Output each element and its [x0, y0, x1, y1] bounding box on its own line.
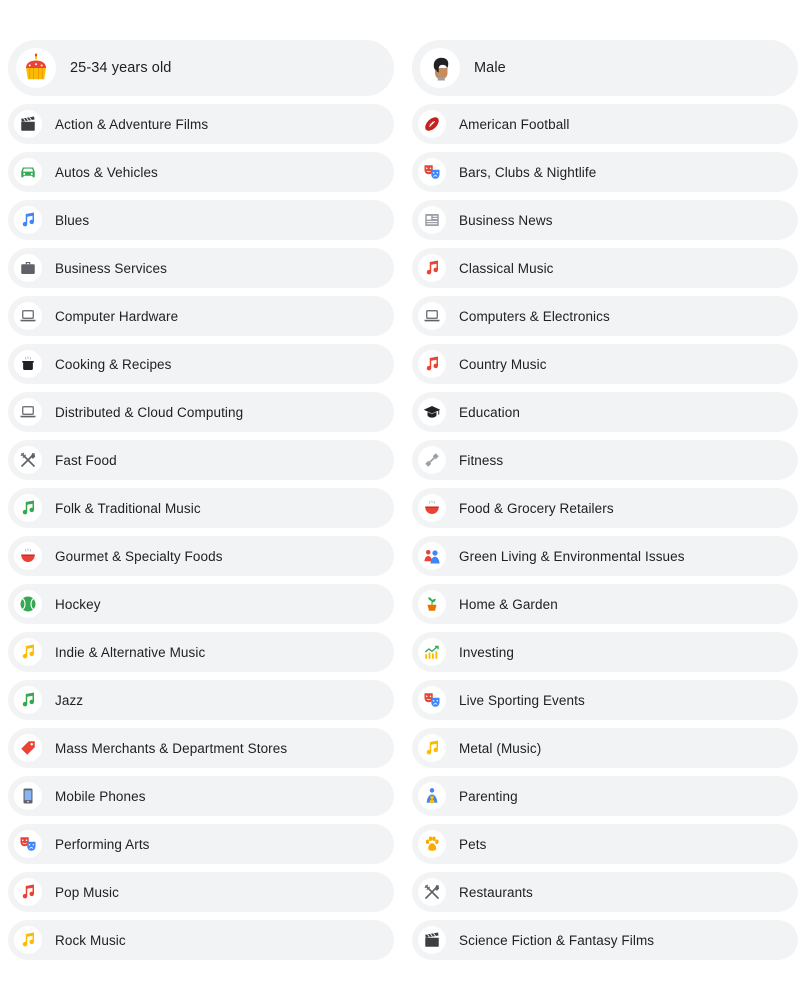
fork-knife-icon [418, 878, 446, 906]
music-note-icon [14, 926, 42, 954]
music-note-icon [418, 734, 446, 762]
chip-label: Education [459, 404, 520, 420]
chip-label: Computer Hardware [55, 308, 179, 324]
music-note-icon [14, 686, 42, 714]
chip-label: Parenting [459, 788, 518, 804]
clapperboard-icon [418, 926, 446, 954]
interest-chip-science-fiction-and-fantasy-films [412, 920, 798, 960]
interest-chip-business-services [8, 248, 394, 288]
chip-label: Hockey [55, 596, 101, 612]
music-note-icon [418, 254, 446, 282]
interest-chip-pop-music [8, 872, 394, 912]
soup-bowl-icon [418, 494, 446, 522]
growth-chart-icon [418, 638, 446, 666]
chip-label: Gourmet & Specialty Foods [55, 548, 223, 564]
interest-chip-education [412, 392, 798, 432]
interest-chip-bars-clubs-and-nightlife [412, 152, 798, 192]
mobile-phone-icon [14, 782, 42, 810]
interest-chip-folk-and-traditional-music [8, 488, 394, 528]
interest-chip-autos-and-vehicles [8, 152, 394, 192]
clapperboard-icon [14, 110, 42, 138]
chip-label: Pets [459, 836, 487, 852]
interest-chip-metal-music [412, 728, 798, 768]
graduation-cap-icon [418, 398, 446, 426]
right-interests-column [412, 40, 798, 968]
chip-label: 25-34 years old [70, 60, 172, 76]
laptop-icon [14, 398, 42, 426]
chip-label: Folk & Traditional Music [55, 500, 201, 516]
interest-chip-cooking-and-recipes [8, 344, 394, 384]
chip-label: Performing Arts [55, 836, 150, 852]
chip-label: Mass Merchants & Department Stores [55, 740, 288, 756]
dumbbell-icon [418, 446, 446, 474]
interest-chip-computers-and-electronics [412, 296, 798, 336]
audience-chip-male [412, 40, 798, 96]
interest-chip-american-football [412, 104, 798, 144]
male-avatar-icon [420, 48, 460, 88]
interest-chip-mobile-phones [8, 776, 394, 816]
interest-chip-blues [8, 200, 394, 240]
interest-chip-pets [412, 824, 798, 864]
music-note-icon [14, 878, 42, 906]
interest-chip-live-sporting-events [412, 680, 798, 720]
interest-chip-computer-hardware [8, 296, 394, 336]
laptop-icon [418, 302, 446, 330]
chip-label: Country Music [459, 356, 547, 372]
fork-knife-icon [14, 446, 42, 474]
chip-label: Food & Grocery Retailers [459, 500, 614, 516]
audience-chip-25-34-years-old [8, 40, 394, 96]
chip-label: Restaurants [459, 884, 533, 900]
laptop-icon [14, 302, 42, 330]
interest-chip-performing-arts [8, 824, 394, 864]
music-note-icon [418, 350, 446, 378]
music-note-icon [14, 638, 42, 666]
chip-label: Metal (Music) [459, 740, 542, 756]
chip-label: Autos & Vehicles [55, 164, 158, 180]
car-icon [14, 158, 42, 186]
birthday-cake-icon [16, 48, 56, 88]
price-tag-icon [14, 734, 42, 762]
theater-masks-icon [14, 830, 42, 858]
chip-label: Distributed & Cloud Computing [55, 404, 244, 420]
interest-chip-food-and-grocery-retailers [412, 488, 798, 528]
chip-label: Fast Food [55, 452, 117, 468]
chip-label: Computers & Electronics [459, 308, 610, 324]
newspaper-icon [418, 206, 446, 234]
chip-label: American Football [459, 116, 570, 132]
chip-label: Male [474, 60, 506, 76]
chip-label: Science Fiction & Fantasy Films [459, 932, 655, 948]
chip-label: Pop Music [55, 884, 119, 900]
chip-label: Green Living & Environmental Issues [459, 548, 685, 564]
chip-label: Indie & Alternative Music [55, 644, 206, 660]
chip-label: Classical Music [459, 260, 554, 276]
chip-label: Cooking & Recipes [55, 356, 172, 372]
theater-masks-icon [418, 686, 446, 714]
interest-chip-jazz [8, 680, 394, 720]
interest-chip-parenting [412, 776, 798, 816]
interest-chip-fast-food [8, 440, 394, 480]
chip-label: Live Sporting Events [459, 692, 585, 708]
potted-plant-icon [418, 590, 446, 618]
chip-label: Investing [459, 644, 514, 660]
music-note-icon [14, 206, 42, 234]
chip-label: Rock Music [55, 932, 126, 948]
chip-label: Business Services [55, 260, 167, 276]
american-football-icon [418, 110, 446, 138]
interest-chip-country-music [412, 344, 798, 384]
left-interests-column [8, 40, 394, 968]
interest-chip-distributed-and-cloud-computing [8, 392, 394, 432]
interest-chip-rock-music [8, 920, 394, 960]
paw-print-icon [418, 830, 446, 858]
cooking-pot-icon [14, 350, 42, 378]
interest-chip-fitness [412, 440, 798, 480]
interest-chip-mass-merchants-and-department-stores [8, 728, 394, 768]
chip-label: Action & Adventure Films [55, 116, 209, 132]
interest-chip-business-news [412, 200, 798, 240]
parent-child-icon [418, 782, 446, 810]
interest-chip-hockey [8, 584, 394, 624]
sports-ball-icon [14, 590, 42, 618]
chip-label: Bars, Clubs & Nightlife [459, 164, 597, 180]
interest-chip-action-and-adventure-films [8, 104, 394, 144]
chip-label: Fitness [459, 452, 504, 468]
chip-label: Jazz [55, 692, 84, 708]
music-note-icon [14, 494, 42, 522]
chip-label: Business News [459, 212, 553, 228]
interest-chip-restaurants [412, 872, 798, 912]
chip-label: Mobile Phones [55, 788, 146, 804]
briefcase-icon [14, 254, 42, 282]
theater-masks-icon [418, 158, 446, 186]
interest-chip-green-living-and-environmental-issues [412, 536, 798, 576]
soup-bowl-icon [14, 542, 42, 570]
interest-chip-home-and-garden [412, 584, 798, 624]
interest-chip-indie-and-alternative-music [8, 632, 394, 672]
interest-chip-investing [412, 632, 798, 672]
interest-chip-classical-music [412, 248, 798, 288]
people-icon [418, 542, 446, 570]
chip-label: Home & Garden [459, 596, 558, 612]
chip-label: Blues [55, 212, 90, 228]
interest-chip-gourmet-and-specialty-foods [8, 536, 394, 576]
